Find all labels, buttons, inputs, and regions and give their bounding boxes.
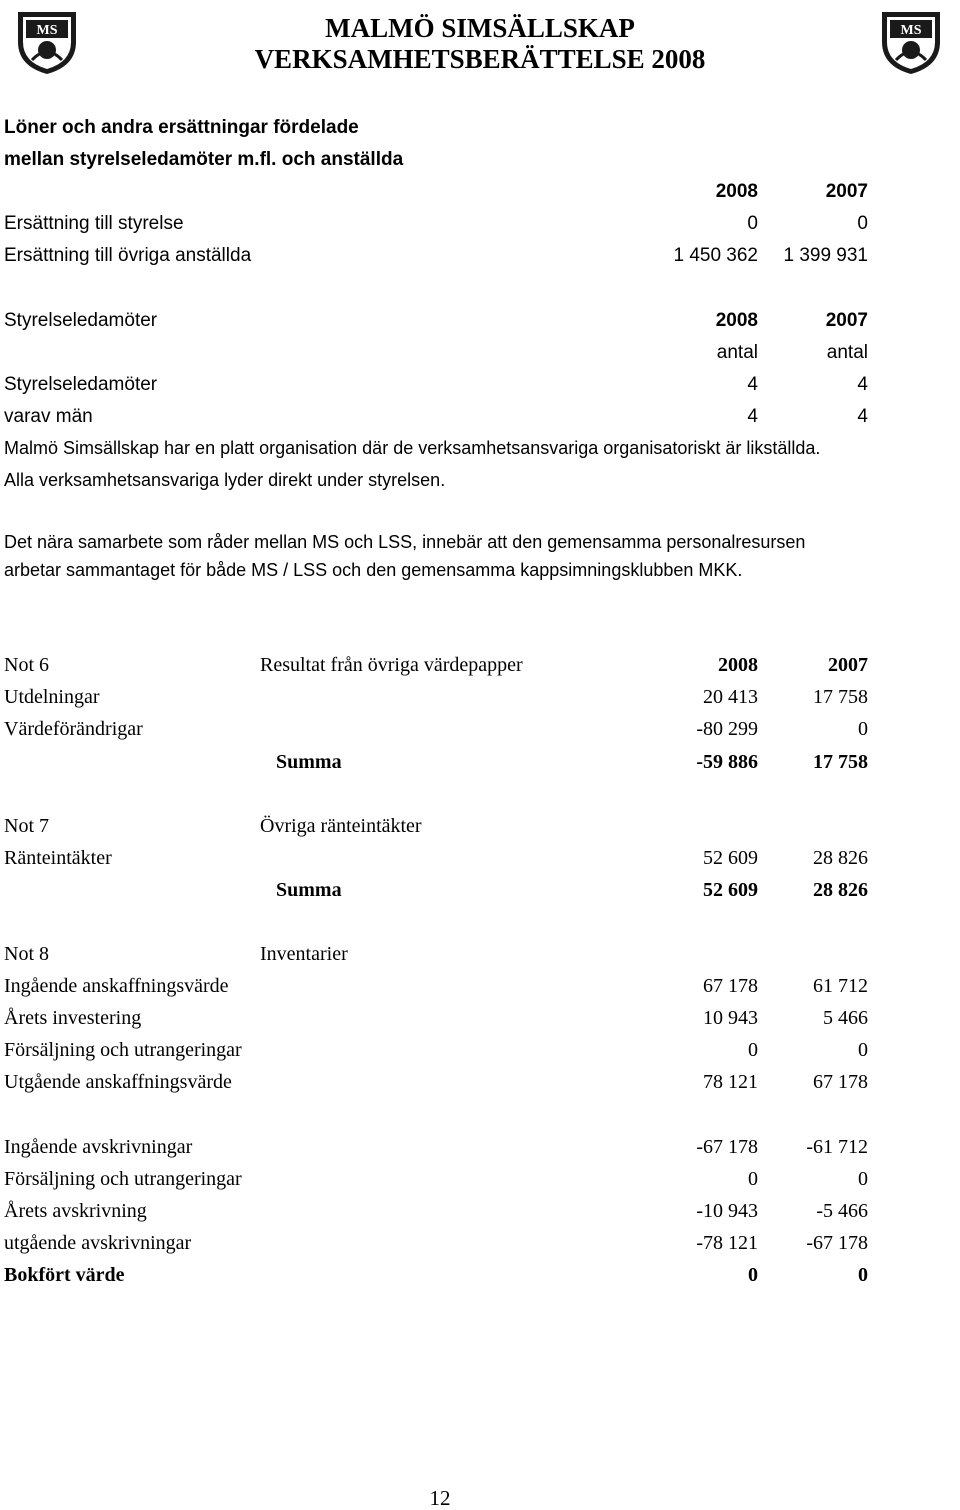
- note8-row-2007: 0: [858, 1168, 868, 1190]
- board-row-2008: 4: [747, 406, 758, 427]
- note7-row-label: Ränteintäkter: [4, 847, 112, 869]
- cooperation-paragraph-line1: Det nära samarbete som råder mellan MS och LSS, innebär att den gemensamma personalresursen: [4, 532, 806, 552]
- note8-row-2007: -67 178: [806, 1232, 868, 1254]
- note7-sum-2007: 28 826: [813, 879, 868, 901]
- club-logo-left: [10, 4, 84, 78]
- note8-row-2007: 61 712: [813, 975, 868, 997]
- note6-row-label: Utdelningar: [4, 686, 100, 708]
- note8-row-2008: 0: [748, 1039, 758, 1061]
- note6-sum-label: Summa: [276, 751, 342, 773]
- board-col-2008: 2008: [715, 310, 758, 331]
- note8-row-label: Årets investering: [4, 1007, 142, 1029]
- note8-row-2008: -67 178: [696, 1136, 758, 1158]
- board-row-2008: 4: [747, 374, 758, 395]
- salaries-row-label: Ersättning till övriga anställda: [4, 245, 252, 266]
- board-col-2007: 2007: [825, 310, 868, 331]
- note8-book-value-label: Bokfört värde: [4, 1264, 125, 1286]
- board-row-2007: 4: [857, 406, 868, 427]
- board-row-2007: 4: [857, 374, 868, 395]
- cooperation-paragraph-line2: arbetar sammantaget för både MS / LSS och den gemensamma kappsimningsklubben MKK.: [4, 560, 743, 580]
- note7-number: Not 7: [4, 815, 49, 837]
- note8-row-2007: -61 712: [806, 1136, 868, 1158]
- note8-row-label: Ingående avskrivningar: [4, 1136, 193, 1158]
- header-title-line1: MALMÖ SIMSÄLLSKAP: [325, 13, 635, 43]
- note6-row-2007: 0: [858, 718, 868, 740]
- note8-book-value-2007: 0: [858, 1264, 868, 1286]
- note6-row-2008: 20 413: [703, 686, 758, 708]
- note8-row-label: utgående avskrivningar: [4, 1232, 192, 1254]
- logo-lettering: MS: [36, 23, 58, 38]
- note8-row-2007: 0: [858, 1039, 868, 1061]
- note8-row-2008: 78 121: [703, 1071, 758, 1093]
- logo-lettering: MS: [900, 23, 922, 38]
- note6-row-label: Värdeförändrigar: [4, 718, 143, 740]
- salaries-heading-line2: mellan styrelseledamöter m.fl. och anställda: [4, 149, 404, 170]
- salaries-row-2008: 0: [747, 213, 758, 234]
- board-unit-2007: antal: [826, 342, 868, 363]
- board-unit-2008: antal: [716, 342, 758, 363]
- header-title-line2: VERKSAMHETSBERÄTTELSE 2008: [254, 44, 706, 74]
- note6-title: Resultat från övriga värdepapper: [260, 654, 523, 676]
- note8-row-label: Utgående anskaffningsvärde: [4, 1071, 232, 1093]
- note8-row-label: Ingående anskaffningsvärde: [4, 975, 229, 997]
- note8-number: Not 8: [4, 943, 49, 965]
- page-number: 12: [429, 1486, 451, 1510]
- note6-number: Not 6: [4, 654, 49, 676]
- note8-row-2008: 10 943: [703, 1007, 758, 1029]
- note8-row-2008: -78 121: [696, 1232, 758, 1254]
- organisation-paragraph-line1: Malmö Simsällskap har en platt organisation där de verksamhetsansvariga organisatoriskt är likställda.: [4, 438, 821, 458]
- note8-row-label: Försäljning och utrangeringar: [4, 1168, 242, 1190]
- salaries-row-2008: 1 450 362: [673, 245, 758, 266]
- organisation-paragraph-line2: Alla verksamhetsansvariga lyder direkt under styrelsen.: [4, 470, 446, 490]
- club-logo-right: [874, 4, 948, 78]
- note7-sum-label: Summa: [276, 879, 342, 901]
- note8-book-value-2008: 0: [748, 1264, 758, 1286]
- note6-col-2008: 2008: [718, 654, 758, 676]
- salaries-row-2007: 0: [857, 213, 868, 234]
- salaries-row-2007: 1 399 931: [783, 245, 868, 266]
- note6-row-2008: -80 299: [696, 718, 758, 740]
- note6-sum-2008: -59 886: [696, 751, 758, 773]
- note8-row-2007: -5 466: [816, 1200, 868, 1222]
- board-row-label: Styrelseledamöter: [4, 374, 158, 395]
- note8-row-2008: 0: [748, 1168, 758, 1190]
- note7-row-2007: 28 826: [813, 847, 868, 869]
- note8-row-2007: 5 466: [823, 1007, 868, 1029]
- board-row-label: varav män: [4, 406, 93, 427]
- note8-row-2007: 67 178: [813, 1071, 868, 1093]
- note7-row-2008: 52 609: [703, 847, 758, 869]
- salaries-col-2007: 2007: [825, 181, 868, 202]
- salaries-col-2008: 2008: [715, 181, 758, 202]
- note6-col-2007: 2007: [828, 654, 868, 676]
- note6-row-2007: 17 758: [813, 686, 868, 708]
- note8-row-2008: 67 178: [703, 975, 758, 997]
- note8-row-label: Försäljning och utrangeringar: [4, 1039, 242, 1061]
- note8-row-2008: -10 943: [696, 1200, 758, 1222]
- note7-sum-2008: 52 609: [703, 879, 758, 901]
- note8-row-label: Årets avskrivning: [4, 1200, 147, 1222]
- board-heading: Styrelseledamöter: [4, 310, 158, 331]
- note7-title: Övriga ränteintäkter: [260, 815, 422, 837]
- salaries-heading-line1: Löner och andra ersättningar fördelade: [4, 117, 359, 138]
- salaries-row-label: Ersättning till styrelse: [4, 213, 184, 234]
- note6-sum-2007: 17 758: [813, 751, 868, 773]
- note8-title: Inventarier: [260, 943, 348, 965]
